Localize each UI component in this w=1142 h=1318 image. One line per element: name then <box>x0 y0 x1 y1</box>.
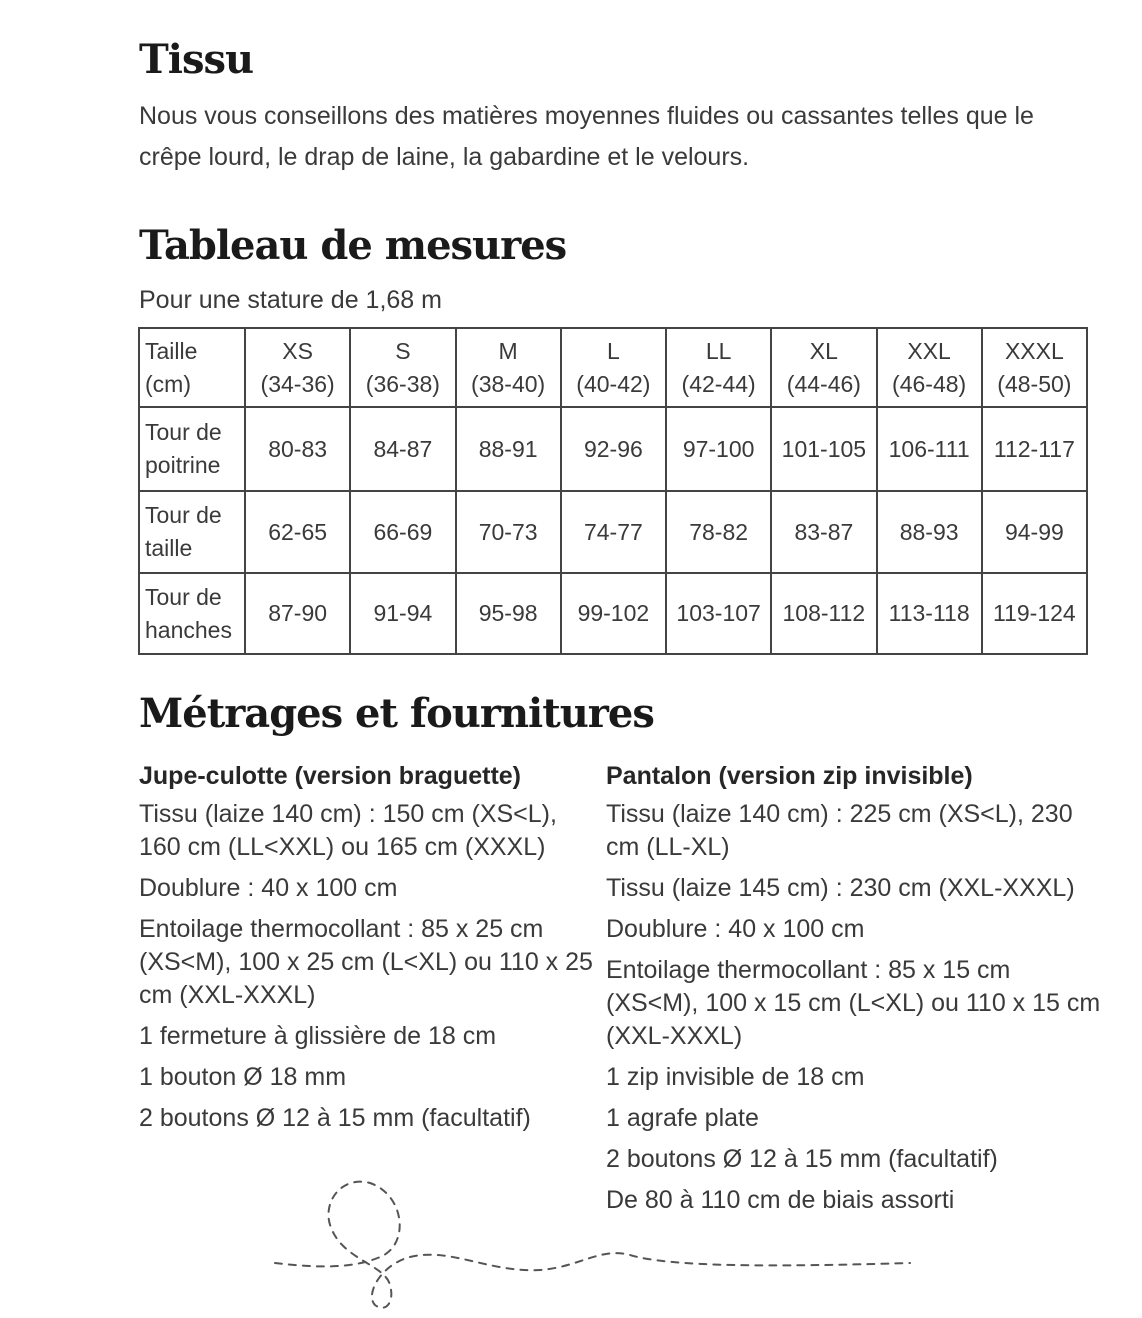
table-row-poitrine <box>139 407 1087 491</box>
size-header-s <box>350 328 455 407</box>
tableau-heading: Tableau de mesures <box>139 222 567 269</box>
table-cell: 119-124 <box>982 573 1087 654</box>
table-cell: 112-117 <box>982 407 1087 491</box>
tissu-heading: Tissu <box>139 36 254 83</box>
table-cell: 78-82 <box>666 491 771 573</box>
tissu-description: Nous vous conseillons des matières moyennes fluides ou cassantes telles que le crêpe lourd, le drap de laine, la gabardine et le velours. <box>139 102 1034 171</box>
size-name: M <box>498 337 518 364</box>
jupe-culotte-list <box>139 798 599 1135</box>
header-label-line2: (cm) <box>145 370 191 397</box>
size-range: (40-42) <box>576 370 651 397</box>
table-cell: 97-100 <box>666 407 771 491</box>
stature-note: Pour une stature de 1,68 m <box>139 286 442 314</box>
pantalon-title: Pantalon (version zip invisible) <box>606 762 973 790</box>
size-name: XL <box>809 337 838 364</box>
dashed-thread-loop-icon <box>270 1175 920 1315</box>
header-label-cell <box>139 328 245 407</box>
jupe-culotte-section <box>139 758 599 1143</box>
size-name: S <box>395 337 411 364</box>
table-cell: 80-83 <box>245 407 350 491</box>
table-cell: 95-98 <box>456 573 561 654</box>
size-name: XXL <box>907 337 951 364</box>
list-item: Tissu (laize 140 cm) : 225 cm (XS<L), 230 cm (LL-XL) <box>606 800 1073 861</box>
row-label-line1: Tour de <box>145 583 222 610</box>
list-item: Doublure : 40 x 100 cm <box>139 874 398 902</box>
row-label-poitrine <box>139 407 245 491</box>
size-name: XXXL <box>1004 337 1064 364</box>
size-range: (48-50) <box>997 370 1072 397</box>
size-header-xxl <box>877 328 982 407</box>
table-cell: 106-111 <box>877 407 982 491</box>
row-label-line2: hanches <box>145 616 232 643</box>
size-table <box>138 327 1088 655</box>
table-cell: 94-99 <box>982 491 1087 573</box>
size-range: (36-38) <box>365 370 440 397</box>
header-label-line1: Taille <box>145 337 198 364</box>
jupe-culotte-title: Jupe-culotte (version braguette) <box>139 762 521 790</box>
row-label-hanches <box>139 573 245 654</box>
list-item: 2 boutons Ø 12 à 15 mm (facultatif) <box>606 1145 998 1173</box>
list-item: 1 fermeture à glissière de 18 cm <box>139 1022 497 1050</box>
table-cell: 83-87 <box>771 491 876 573</box>
size-name: XS <box>282 337 313 364</box>
table-cell: 87-90 <box>245 573 350 654</box>
table-cell: 103-107 <box>666 573 771 654</box>
size-header-xxxl <box>982 328 1087 407</box>
table-cell: 88-93 <box>877 491 982 573</box>
pantalon-list <box>606 798 1106 1217</box>
row-label-line2: poitrine <box>145 452 221 478</box>
size-header-l <box>561 328 666 407</box>
size-name: LL <box>705 337 732 364</box>
table-cell: 108-112 <box>771 573 876 654</box>
list-item: De 80 à 110 cm de biais assorti <box>606 1186 955 1214</box>
size-range: (38-40) <box>471 370 546 397</box>
table-cell: 92-96 <box>561 407 666 491</box>
list-item: 1 agrafe plate <box>606 1104 759 1132</box>
row-label-line2: taille <box>145 535 193 561</box>
table-cell: 66-69 <box>350 491 455 573</box>
size-range: (44-46) <box>786 370 861 397</box>
size-header-m <box>456 328 561 407</box>
table-cell: 88-91 <box>456 407 561 491</box>
row-label-taille <box>139 491 245 573</box>
size-header-xs <box>245 328 350 407</box>
table-cell: 74-77 <box>561 491 666 573</box>
list-item: Doublure : 40 x 100 cm <box>606 915 865 943</box>
size-name: L <box>606 337 620 364</box>
table-cell: 99-102 <box>561 573 666 654</box>
list-item: Entoilage thermocollant : 85 x 15 cm (XS<M), 100 x 15 cm (L<XL) ou 110 x 15 cm (XXL-XXXL) <box>606 956 1101 1050</box>
size-range: (42-44) <box>681 370 756 397</box>
size-header-xl <box>771 328 876 407</box>
list-item: 2 boutons Ø 12 à 15 mm (facultatif) <box>139 1104 531 1132</box>
table-cell: 62-65 <box>245 491 350 573</box>
table-cell: 101-105 <box>771 407 876 491</box>
list-item: Tissu (laize 145 cm) : 230 cm (XXL-XXXL) <box>606 874 1075 902</box>
size-header-ll <box>666 328 771 407</box>
row-label-line1: Tour de <box>145 419 222 445</box>
list-item: Entoilage thermocollant : 85 x 25 cm (XS<M), 100 x 25 cm (L<XL) ou 110 x 25 cm (XXL-XXXL) <box>139 915 593 1009</box>
list-item: Tissu (laize 140 cm) : 150 cm (XS<L), 160 cm (LL<XXL) ou 165 cm (XXXL) <box>139 800 557 861</box>
size-range: (46-48) <box>892 370 967 397</box>
list-item: 1 zip invisible de 18 cm <box>606 1063 865 1091</box>
table-cell: 70-73 <box>456 491 561 573</box>
table-header-row <box>139 328 1087 407</box>
metrages-heading: Métrages et fournitures <box>139 690 654 737</box>
table-row-hanches <box>139 573 1087 654</box>
row-label-line1: Tour de <box>145 502 222 528</box>
table-row-taille <box>139 491 1087 573</box>
table-cell: 113-118 <box>877 573 982 654</box>
list-item: 1 bouton Ø 18 mm <box>139 1063 347 1091</box>
table-cell: 91-94 <box>350 573 455 654</box>
pantalon-section <box>606 758 1106 1225</box>
size-range: (34-36) <box>260 370 335 397</box>
table-cell: 84-87 <box>350 407 455 491</box>
